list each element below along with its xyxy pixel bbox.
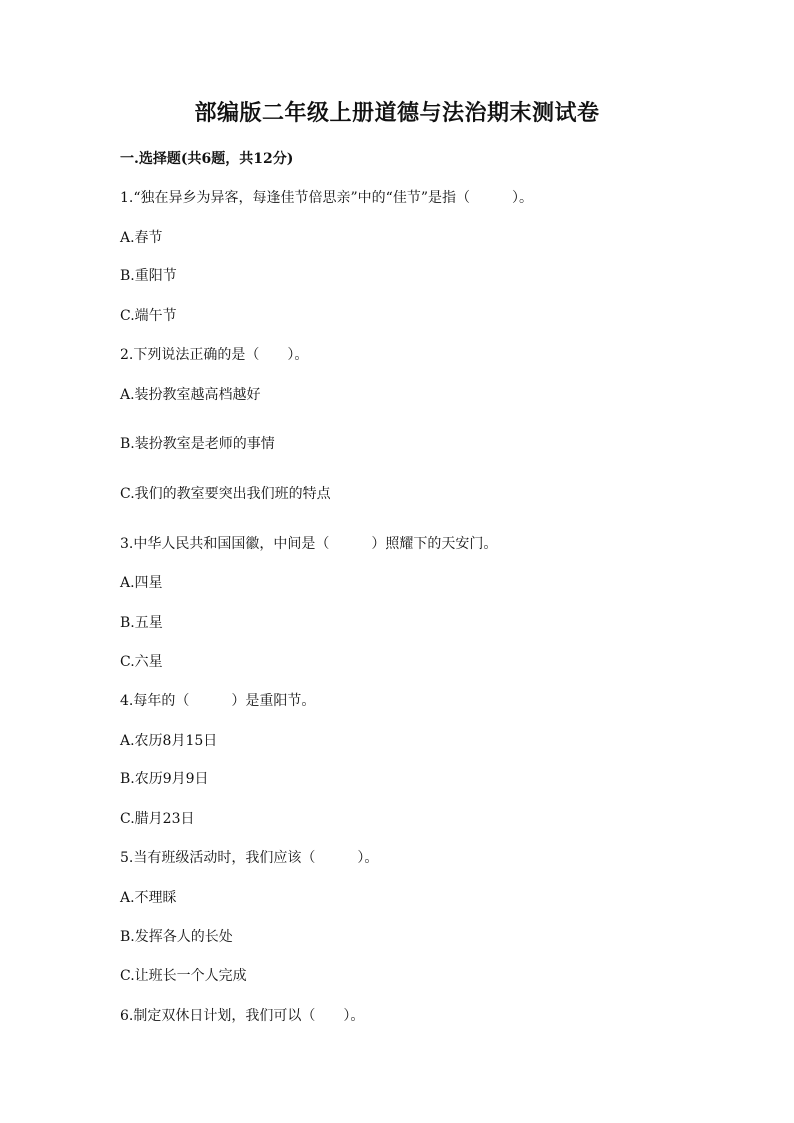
question-stem-4: 4.每年的（ ）是重阳节。 [120, 693, 316, 709]
question-stem-6: 6.制定双休日计划，我们可以（ ）。 [120, 1008, 365, 1024]
question-2-option-c: C.我们的教室要突出我们班的特点 [120, 486, 331, 502]
question-1-option-c: C.端午节 [120, 308, 177, 324]
question-1-option-a: A.春节 [120, 230, 163, 246]
question-5-option-b: B.发挥各人的长处 [120, 929, 233, 945]
question-4-option-a: A.农历8月15日 [120, 733, 218, 749]
question-3-option-a: A.四星 [120, 575, 163, 591]
question-stem-2: 2.下列说法正确的是（ ）。 [120, 347, 309, 363]
page-title: 部编版二年级上册道德与法治期末测试卷 [194, 100, 600, 126]
question-5-option-a: A.不理睬 [120, 890, 177, 906]
question-3-option-c: C.六星 [120, 654, 163, 670]
question-stem-3: 3.中华人民共和国国徽，中间是（ ）照耀下的天安门。 [120, 536, 498, 552]
question-4-option-b: B.农历9月9日 [120, 771, 209, 787]
question-2-option-b: B.装扮教室是老师的事情 [120, 436, 275, 452]
section-heading: 一.选择题(共6题，共12分) [120, 151, 294, 167]
question-3-option-b: B.五星 [120, 615, 163, 631]
question-1-option-b: B.重阳节 [120, 268, 177, 284]
question-4-option-c: C.腊月23日 [120, 811, 195, 827]
question-2-option-a: A.装扮教室越高档越好 [120, 387, 261, 403]
question-stem-1: 1.“独在异乡为异客，每逢佳节倍思亲”中的“佳节”是指（ ）。 [120, 190, 533, 206]
question-5-option-c: C.让班长一个人完成 [120, 968, 247, 984]
question-stem-5: 5.当有班级活动时，我们应该（ ）。 [120, 850, 379, 866]
